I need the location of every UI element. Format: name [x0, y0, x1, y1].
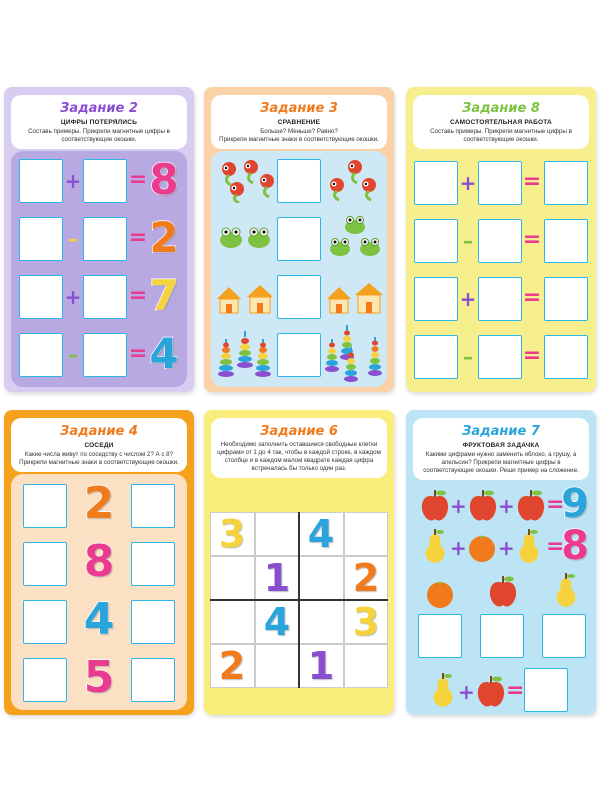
frog-icon-group-right	[327, 213, 383, 261]
answer-box[interactable]	[414, 161, 458, 205]
frog-icon-group-left	[217, 225, 273, 251]
plus-sign: +	[458, 680, 475, 704]
answer-box[interactable]	[478, 335, 522, 379]
orange-icon	[424, 578, 456, 610]
plus-sign: +	[498, 536, 515, 560]
answer-box[interactable]	[19, 275, 63, 319]
exercise-board	[211, 151, 387, 387]
card-description: Необходимо заполнить оставшиеся свободные клетки цифрами от 1 до 4 так, чтобы в каждой строке, в каждом столбце и в каждом малом квадрате каждая цифра встречалась бы только один раз.	[217, 441, 381, 472]
apple-icon	[514, 488, 548, 524]
answer-box[interactable]	[544, 277, 588, 321]
equals-sign: =	[546, 492, 565, 517]
pyramid-icon	[255, 339, 271, 377]
orange-value-box[interactable]	[418, 614, 462, 658]
house-icon-group-left	[215, 283, 275, 317]
sudoku-given-number: 4	[263, 600, 291, 644]
plus-sign: +	[498, 494, 515, 518]
result-number: 8	[149, 155, 179, 204]
center-number: 5	[83, 652, 115, 703]
sudoku-cell[interactable]	[210, 600, 255, 644]
snake-icon-group-left	[215, 159, 277, 203]
frog-icon	[345, 217, 365, 235]
house-icon-group-right	[325, 281, 385, 317]
sudoku-given-number: 3	[218, 512, 246, 556]
apple-icon	[418, 488, 452, 524]
exercise-board	[11, 151, 187, 387]
equals-sign: =	[522, 285, 542, 310]
task-card-8	[406, 87, 596, 392]
sudoku-cell[interactable]	[344, 644, 389, 688]
equals-sign: =	[506, 678, 525, 703]
pyramid-icon-group-left	[217, 329, 273, 379]
sudoku-grid	[210, 512, 388, 688]
plus-sign: +	[64, 169, 82, 193]
sudoku-given-number: 3	[352, 600, 380, 644]
answer-box[interactable]	[19, 159, 63, 203]
answer-box[interactable]	[544, 161, 588, 205]
pear-icon	[551, 572, 581, 610]
exercise-area	[406, 151, 596, 387]
neighbor-box-left[interactable]	[23, 600, 67, 644]
equals-sign: =	[128, 341, 148, 366]
answer-box[interactable]	[544, 219, 588, 263]
answer-box[interactable]	[414, 219, 458, 263]
answer-box[interactable]	[83, 333, 127, 377]
snake-icon	[362, 178, 376, 200]
minus-sign: –	[463, 229, 473, 253]
card-subtitle: САМОСТОЯТЕЛЬНАЯ РАБОТА	[450, 119, 552, 126]
sudoku-cell[interactable]	[344, 512, 389, 556]
card-subtitle: ФРУКТОВАЯ ЗАДАЧКА	[462, 442, 540, 449]
snake-icon	[330, 178, 344, 200]
equals-sign: =	[522, 343, 542, 368]
card-description: Какие числа живут по соседству с числом 2? А с 8? Прикрепи магнитные знаки в соответствующие окошки.	[19, 451, 179, 466]
card-title: Задание 3	[260, 101, 338, 116]
answer-box[interactable]	[83, 275, 127, 319]
card-description-line-2: Прикрепи магнитные знаки в соответствующие окошки.	[219, 136, 379, 143]
sum-result: 8	[561, 523, 589, 569]
equals-sign: =	[522, 227, 542, 252]
pear-icon	[514, 528, 544, 566]
task-card-7	[406, 410, 596, 715]
card-description-line-1: Больше? Меньше? Равно?	[260, 128, 338, 135]
snake-icon	[222, 162, 236, 185]
answer-box[interactable]	[478, 277, 522, 321]
neighbor-box-left[interactable]	[23, 484, 67, 528]
frog-icon	[360, 239, 380, 257]
snake-icon	[244, 160, 258, 183]
pyramid-icon	[218, 339, 234, 377]
house-icon	[247, 285, 273, 313]
apple-icon	[466, 488, 500, 524]
answer-box[interactable]	[478, 161, 522, 205]
pyramid-icon	[325, 339, 339, 372]
neighbor-box-left[interactable]	[23, 658, 67, 702]
pyramid-icon	[237, 331, 253, 368]
card-header	[413, 95, 589, 149]
answer-box[interactable]	[83, 217, 127, 261]
plus-sign: +	[64, 285, 82, 309]
equals-sign: =	[546, 534, 565, 559]
neighbor-box-right[interactable]	[131, 542, 175, 586]
pear-icon	[428, 672, 458, 710]
neighbor-box-right[interactable]	[131, 600, 175, 644]
result-number: 7	[149, 271, 179, 320]
equals-sign: =	[128, 225, 148, 250]
plus-sign: +	[459, 171, 477, 195]
answer-box[interactable]	[414, 335, 458, 379]
task-card-6	[204, 410, 394, 715]
center-number: 2	[83, 478, 115, 529]
card-header	[211, 418, 387, 478]
task-card-2	[4, 87, 194, 392]
equals-sign: =	[128, 283, 148, 308]
compare-sign-box[interactable]	[277, 159, 321, 203]
house-icon	[355, 283, 383, 313]
answer-box[interactable]	[19, 333, 63, 377]
card-title: Задание 7	[462, 424, 540, 439]
sudoku-cell[interactable]	[255, 512, 300, 556]
result-number: 2	[149, 213, 179, 262]
equals-sign: =	[128, 167, 148, 192]
frog-icon	[220, 228, 242, 248]
answer-box[interactable]	[478, 219, 522, 263]
card-title: Задание 6	[260, 424, 338, 439]
card-title: Задание 8	[462, 101, 540, 116]
plus-sign: +	[450, 494, 467, 518]
snake-icon	[348, 160, 362, 183]
minus-sign: –	[68, 227, 78, 251]
plus-sign: +	[459, 287, 477, 311]
sudoku-cell[interactable]	[299, 556, 344, 600]
compare-sign-box[interactable]	[277, 275, 321, 319]
sudoku-cell[interactable]	[299, 600, 344, 644]
sudoku-given-number: 1	[307, 644, 335, 688]
neighbor-box-right[interactable]	[131, 484, 175, 528]
sudoku-cell[interactable]	[255, 644, 300, 688]
card-description: Составь примеры. Прикрепи магнитные цифры в соответствующие окошки.	[28, 128, 170, 143]
neighbor-box-left[interactable]	[23, 542, 67, 586]
answer-box[interactable]	[83, 159, 127, 203]
sudoku-cell[interactable]	[210, 556, 255, 600]
final-answer-box[interactable]	[524, 668, 568, 712]
answer-box[interactable]	[19, 217, 63, 261]
sudoku-given-number: 1	[263, 556, 291, 600]
card-title: Задание 2	[60, 101, 138, 116]
sudoku-given-number: 2	[352, 556, 380, 600]
neighbor-box-right[interactable]	[131, 658, 175, 702]
house-icon	[327, 287, 351, 313]
plus-sign: +	[450, 536, 467, 560]
pear-value-box[interactable]	[542, 614, 586, 658]
orange-icon	[466, 532, 498, 564]
task-card-4	[4, 410, 194, 715]
pyramid-icon	[368, 337, 382, 376]
card-subtitle: СОСЕДИ	[84, 442, 114, 449]
task-card-3	[204, 87, 394, 392]
frog-icon	[330, 239, 350, 257]
snake-icon-group-right	[325, 157, 383, 203]
pyramid-icon-group-right	[325, 323, 385, 383]
snake-icon	[260, 174, 274, 197]
sudoku-given-number: 2	[218, 644, 246, 688]
center-number: 4	[83, 594, 115, 645]
sudoku-given-number: 4	[307, 512, 335, 556]
card-subtitle: СРАВНЕНИЕ	[277, 119, 321, 126]
minus-sign: –	[463, 345, 473, 369]
equals-sign: =	[522, 169, 542, 194]
answer-box[interactable]	[544, 335, 588, 379]
frog-icon	[248, 228, 270, 248]
card-description: Какими цифрами нужно заменить яблоко, а грушу, а апельсин? Прикрепи магнитные цифры в соответствующие окошки. Реши пример на сложение.	[423, 451, 579, 474]
card-header	[211, 95, 387, 149]
minus-sign: –	[68, 343, 78, 367]
pear-icon	[420, 528, 450, 566]
card-header	[11, 95, 187, 149]
house-icon	[217, 287, 241, 313]
answer-box[interactable]	[414, 277, 458, 321]
snake-icon	[230, 182, 244, 203]
card-subtitle: ЦИФРЫ ПОТЕРЯЛИСЬ	[60, 119, 138, 126]
center-number: 8	[83, 536, 115, 587]
compare-sign-box[interactable]	[277, 217, 321, 261]
apple-icon	[486, 574, 520, 610]
compare-sign-box[interactable]	[277, 333, 321, 377]
apple-icon	[474, 674, 508, 710]
apple-value-box[interactable]	[480, 614, 524, 658]
card-description: Составь примеры. Прикрепи магнитные цифры в соответствующие окошки.	[430, 128, 572, 143]
exercise-board	[11, 474, 187, 710]
result-number: 4	[149, 329, 179, 378]
card-title: Задание 4	[60, 424, 138, 439]
sum-result: 9	[561, 481, 589, 527]
card-header	[11, 418, 187, 472]
card-header	[413, 418, 589, 480]
